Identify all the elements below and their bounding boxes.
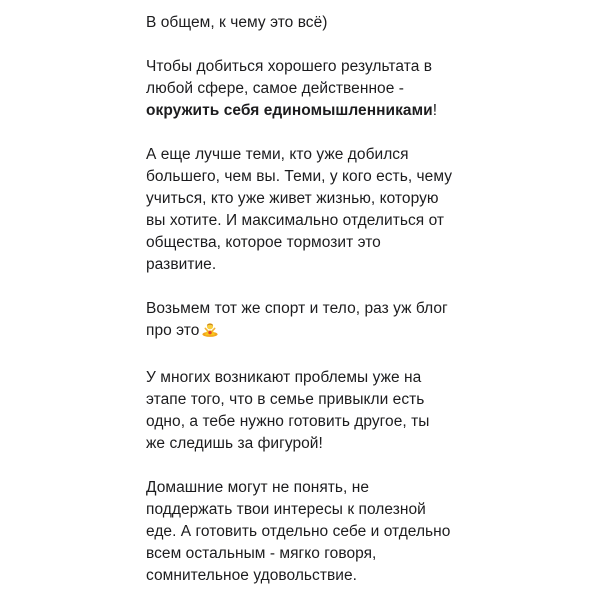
text-line: учиться, кто уже живет жизнью, которую [146,190,439,207]
text-line: любой сфере, самое действенное - [146,80,404,97]
text-line: большего, чем вы. Теми, у кого есть, чему [146,168,453,185]
text-line: развитие. [146,256,217,273]
text-line: Домашние могут не понять, не [146,479,370,496]
text-line: сомнительное удовольствие. [146,567,358,584]
bold-phrase: окружить себя единомышленниками [146,102,433,119]
text-line: поддержать твои интересы к полезной [146,501,426,518]
lotus-emoji-svg [202,321,218,338]
text-line: общества, которое тормозит это [146,234,381,251]
paragraph-4 [146,298,456,345]
text-line: еде. А готовить отдельно себе и отдельно [146,523,451,540]
text-line: всем остальным - мягко говоря, [146,545,377,562]
text-line [146,320,456,345]
post-text [146,12,456,587]
text-line: одно, а тебе нужно готовить другое, ты [146,413,430,430]
text-line: же следишь за фигурой! [146,435,323,452]
paragraph-1 [146,12,456,34]
text-line [146,100,456,122]
paragraph-3 [146,144,456,276]
paragraph-2 [146,56,456,122]
text-line: этапе того, что в семье привыкли есть [146,391,425,408]
person-in-lotus-position-icon [202,321,218,345]
text-line: В общем, к чему это всё) [146,14,328,31]
paragraph-6 [146,477,456,587]
text-line: Возьмем тот же спорт и тело, раз уж блог [146,300,448,317]
text-fragment: про это [146,322,200,339]
paragraph-5 [146,367,456,455]
text-line: вы хотите. И максимально отделиться от [146,212,445,229]
text-line: Чтобы добиться хорошего результата в [146,58,432,75]
text-line: А еще лучше теми, кто уже добился [146,146,409,163]
punctuation: ! [432,102,438,119]
text-line: У многих возникают проблемы уже на [146,369,422,386]
